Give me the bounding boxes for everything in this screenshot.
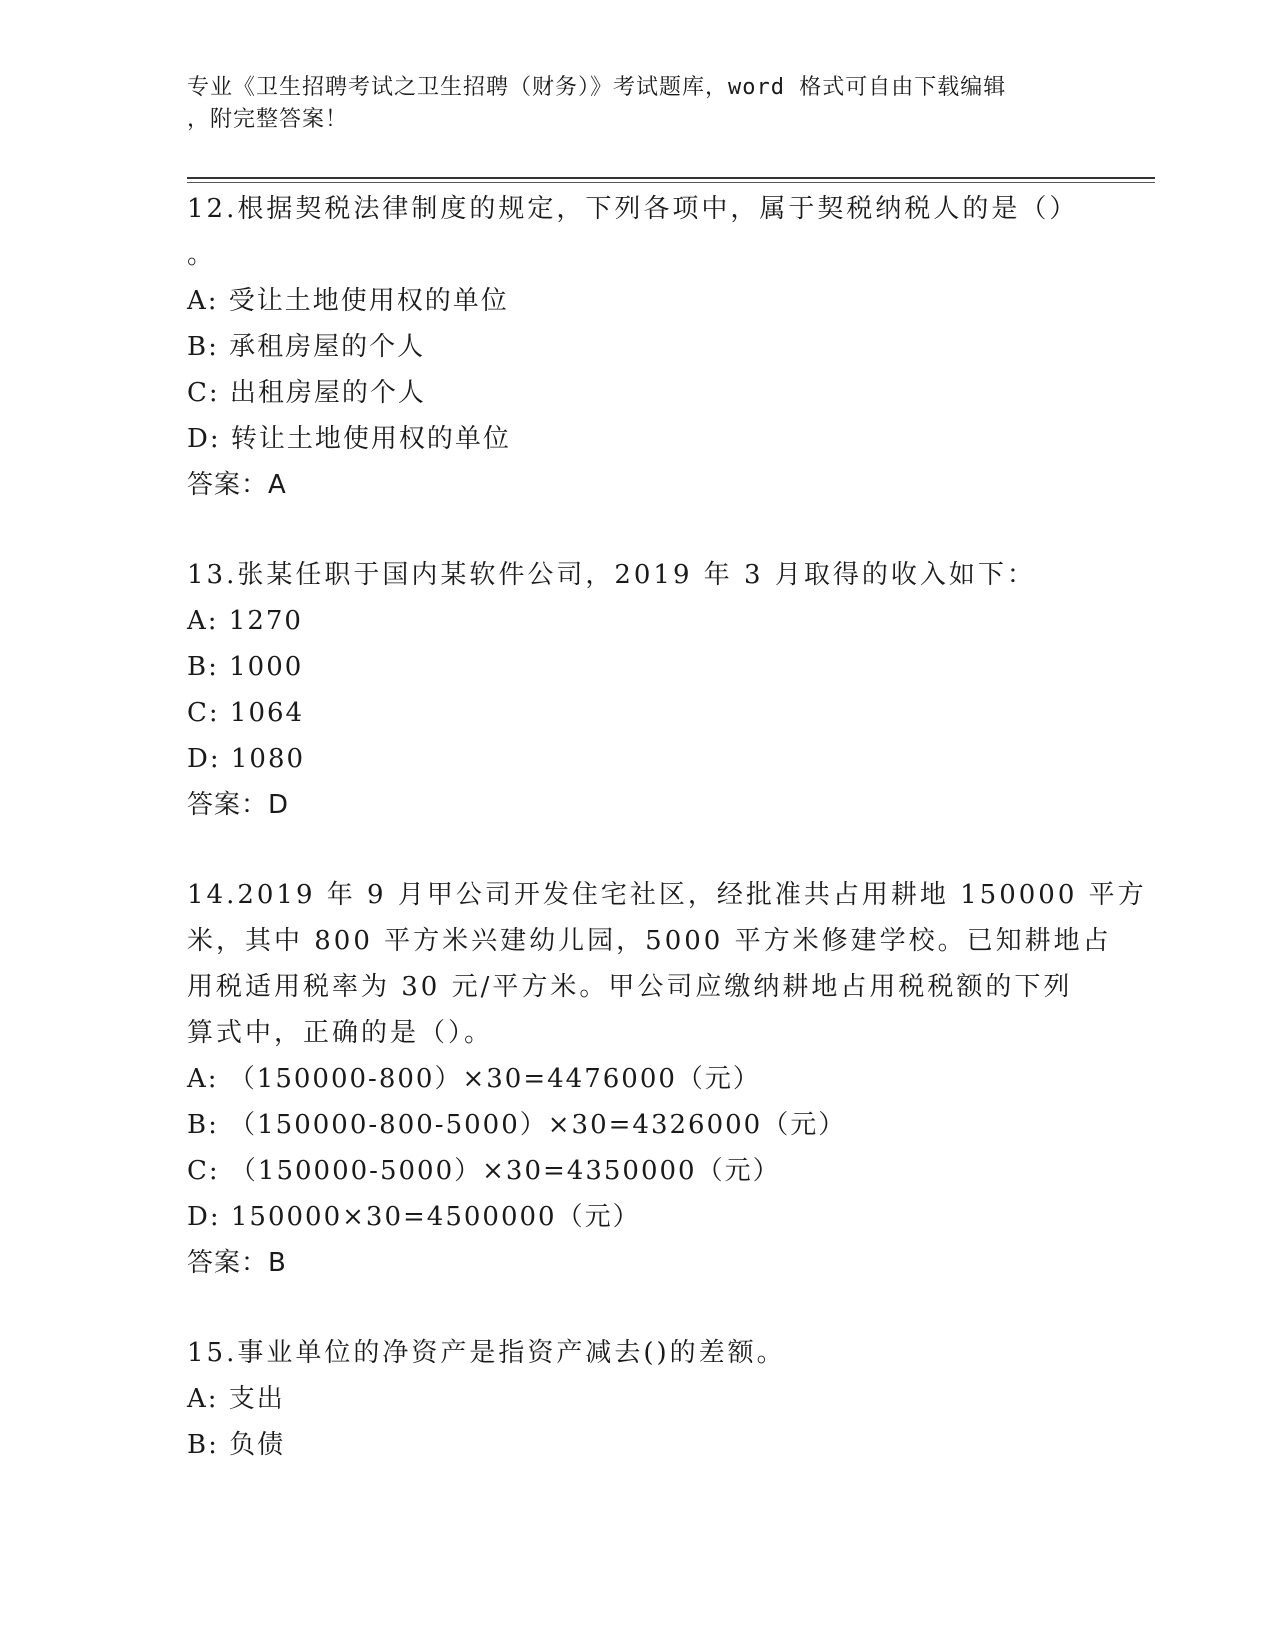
option-a: A: 受让土地使用权的单位 (187, 286, 509, 316)
question-line: 用税适用税率为 30 元/平方米。甲公司应缴纳耕地占用税税额的下列 (187, 972, 1073, 1002)
option-a: A: 支出 (187, 1384, 285, 1414)
question-14 (187, 872, 1147, 1286)
header-line-1: 专业《卫生招聘考试之卫生招聘（财务）》考试题库，word 格式可自由下载编辑 (187, 75, 1007, 100)
answer-label: 答案：D (187, 790, 290, 820)
option-c: C: （150000-5000）×30=4350000（元） (187, 1156, 781, 1186)
question-text (187, 872, 1147, 1056)
option-d: D: 150000×30=4500000（元） (187, 1202, 641, 1232)
option-c: C: 1064 (187, 698, 305, 728)
option-c: C: 出租房屋的个人 (187, 378, 426, 408)
header-divider-thick (187, 177, 1155, 179)
question-list (187, 186, 1147, 1468)
answer-label: 答案：A (187, 470, 287, 500)
question-line: 12.根据契税法律制度的规定，下列各项中，属于契税纳税人的是（） (187, 194, 1079, 224)
question-line: 13.张某任职于国内某软件公司，2019 年 3 月取得的收入如下： (187, 560, 1036, 590)
spacer (187, 828, 1087, 872)
option-a: A: 1270 (187, 606, 303, 636)
option-b: B: 承租房屋的个人 (187, 332, 426, 362)
question-line: 15.事业单位的净资产是指资产减去()的差额。 (187, 1338, 786, 1368)
option-d: D: 1080 (187, 744, 306, 774)
question-text (187, 1330, 1087, 1376)
question-line: 14.2019 年 9 月甲公司开发住宅社区，经批准共占用耕地 150000 平方 (187, 880, 1147, 910)
option-b: B: 负债 (187, 1430, 286, 1460)
option-b: B: 1000 (187, 652, 304, 682)
question-15 (187, 1330, 1087, 1468)
question-line: 。 (187, 240, 217, 270)
question-text (187, 186, 1087, 278)
header-line-2: ，附完整答案！ (187, 107, 349, 132)
spacer (187, 508, 1087, 552)
answer-label: 答案：B (187, 1248, 287, 1278)
option-d: D: 转让土地使用权的单位 (187, 424, 511, 454)
option-b: B: （150000-800-5000）×30=4326000（元） (187, 1110, 847, 1140)
question-line: 米，其中 800 平方米兴建幼儿园，5000 平方米修建学校。已知耕地占 (187, 926, 1112, 956)
question-12 (187, 186, 1087, 508)
question-text (187, 552, 1087, 598)
header-divider-thin (187, 182, 1155, 183)
document-header (187, 72, 1067, 136)
spacer (187, 1286, 1087, 1330)
option-a: A: （150000-800）×30=4476000（元） (187, 1064, 761, 1094)
question-13 (187, 552, 1087, 828)
question-line: 算式中，正确的是（）。 (187, 1018, 494, 1048)
